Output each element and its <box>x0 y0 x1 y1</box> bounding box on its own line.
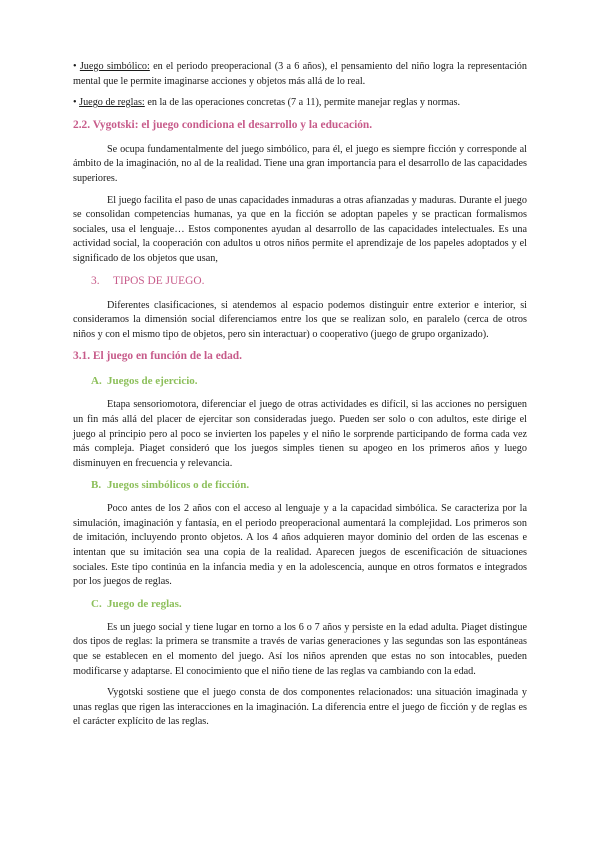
bullet-marker: • <box>73 61 77 72</box>
heading-vygotski: 2.2. Vygotski: el juego condiciona el desarrollo y la educación. <box>73 118 373 131</box>
heading-juego-edad: 3.1. El juego en función de la edad. <box>73 350 242 363</box>
paragraph-vygotski-1: Se ocupa fundamentalmente del juego simbólico, para él, el juego es siempre ficción y corresponde al ámbito de la imaginación, no al de la realidad. Tiene una gran importancia para el desarrollo de las capacidades superiores. <box>73 143 527 184</box>
paragraph-vygotski-2: El juego facilita el paso de unas capacidades inmaduras a otras afianzadas y maduras. Durante el juego se consolidan competencias humanas, ya que en la ficción se adoptan papeles y se practican formalismos sociales, usa el lenguaje… Estos componentes ayudan al desarrollo de las capacidades intelectuales. Es una actividad social, la cooperación con adultos u otros niños permite el aprendizaje de los papeles adoptados y el significado de los objetos que usan, <box>73 194 527 264</box>
item-title: Juegos simbólicos o de ficción. <box>107 479 250 492</box>
term-juego-de-reglas: Juego de reglas: <box>79 97 145 109</box>
item-letter: B. <box>91 479 102 492</box>
document-page <box>73 60 527 737</box>
item-title: Juegos de ejercicio. <box>107 375 198 388</box>
paragraph-reglas-2: Vygotski sostiene que el juego consta de dos componentes relacionados: una situación imaginada y unas reglas que rigen las interacciones en la imaginación. La diferencia entre el juego de ficción y de reglas es el carácter explícito de las reglas. <box>73 687 527 728</box>
term-juego-simbolico: Juego simbólico: <box>79 61 150 72</box>
paragraph-ejercicio: Etapa sensoriomotora, diferenciar el juego de otras actividades es difícil, si las acciones no persiguen un fin más allá del placer de ejercitar son consideradas juego. Pueden ser solo o con adultos, este dirige el juego al principio pero al poco se invierten los papeles y el niño le sorprende participando de forma cada vez más compleja. Piaget consideró que los juegos simples tienen su apogeo en los primeros años y luego disminuyen en frecuencia y relevancia. <box>73 399 527 469</box>
bullet-text: en el periodo preoperacional (3 a 6 años), el pensamiento del niño logra la representación mental que le permite imaginarse acciones y objetos más allá de lo real. <box>73 61 527 87</box>
item-title: Juego de reglas. <box>107 597 182 610</box>
bullet-marker: • <box>73 97 77 109</box>
heading-juegos-simbolicos <box>91 478 527 493</box>
paragraph-simbolicos: Poco antes de los 2 años con el acceso al lenguaje y a la capacidad simbólica. Se caracteriza por la simulación, imaginación y fantasía, en el periodo preoperacional aumentará la complejidad. Los primeros son de imitación, incluyendo pronto objetos. A los 4 años adquieren mayor dominio del orden de las escenas e intentan que su imitación sea una copia de la realidad. Aparecen juegos de escenificación de situaciones sociales. Este tipo continúa en la infancia media y en la adolescencia, aunque en otros formatos e integrados por los juegos de reglas. <box>73 503 527 588</box>
bullet-text: en la de las operaciones concretas (7 a 11), permite manejar reglas y normas. <box>144 97 461 109</box>
heading-juegos-ejercicio <box>91 374 527 389</box>
item-letter: C. <box>91 597 102 610</box>
section-number: 3. <box>91 274 100 287</box>
list-item-juego-simbolico <box>73 60 527 89</box>
paragraph-tipos: Diferentes clasificaciones, si atendemos al espacio podemos distinguir entre exterior e interior, si consideramos la dimensión social diferenciamos entre los que se realizan solo, en paralelo (cerca de otros niños y con el mismo tipo de objetos, pero sin interactuar) o cooperativo (juego de grupo organizado). <box>73 299 527 340</box>
section-title: TIPOS DE JUEGO. <box>113 274 205 287</box>
item-letter: A. <box>91 375 102 388</box>
list-item-juego-de-reglas <box>73 96 527 111</box>
heading-tipos-de-juego <box>91 274 527 289</box>
heading-juego-reglas <box>91 597 527 612</box>
paragraph-reglas-1: Es un juego social y tiene lugar en torno a los 6 o 7 años y persiste en la edad adulta. Piaget distingue dos tipos de reglas: la primera se transmite a través de varias generaciones y las segundas son las espontáneas que se establecen en el momento del juego. Así los niños aprenden que estas no son intocables, pueden modificarse y adaptarse. El conocimiento que el niño tiene de las reglas va cambiando con la edad. <box>73 621 527 677</box>
